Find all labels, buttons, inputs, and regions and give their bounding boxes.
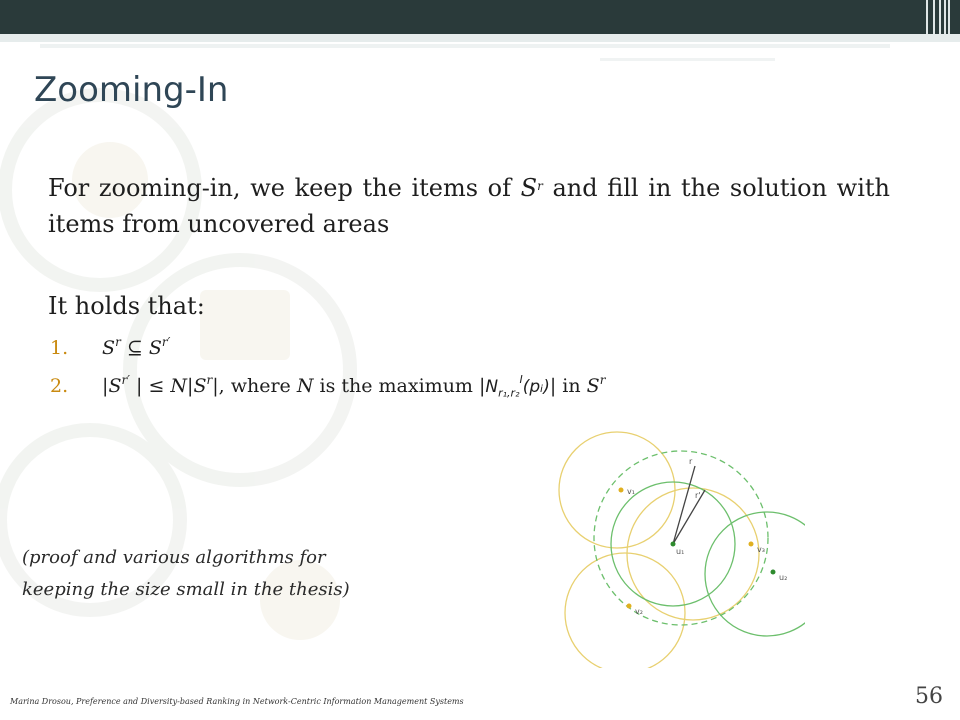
label-v3: v₃ bbox=[757, 545, 765, 554]
point-u2 bbox=[771, 570, 776, 575]
set-s-r: $S^r$ bbox=[520, 174, 543, 202]
radius-r-line bbox=[673, 466, 695, 544]
formula-subset: $S^r$ ⊆ $S^{r'}$ bbox=[102, 335, 171, 359]
list-number-1: 1. bbox=[50, 337, 69, 359]
intro-text: For zooming-in, we keep the items of bbox=[48, 174, 511, 202]
label-v2: v₂ bbox=[635, 607, 643, 616]
label-u1: u₁ bbox=[676, 547, 685, 556]
intro-paragraph bbox=[48, 170, 890, 242]
proof-note-line-1: (proof and various algorithms for bbox=[22, 547, 326, 568]
banner-stripes bbox=[926, 0, 954, 34]
list-item-2 bbox=[50, 375, 605, 399]
holds-heading: It holds that: bbox=[48, 292, 205, 320]
banner-accent-short bbox=[600, 58, 775, 61]
point-u1 bbox=[671, 542, 676, 547]
page-number: 56 bbox=[915, 684, 943, 709]
slide-title: Zooming-In bbox=[34, 70, 229, 110]
yellow-circle-v2 bbox=[565, 553, 685, 668]
label-v1: v₁ bbox=[627, 487, 635, 496]
point-v3 bbox=[749, 542, 754, 547]
list-number-2: 2. bbox=[50, 375, 69, 397]
proof-note-line-2: keeping the size small in the thesis) bbox=[22, 579, 350, 600]
label-r-prime: r' bbox=[695, 491, 701, 500]
proof-note bbox=[22, 542, 350, 606]
formula-size-bound: $|S^{r'}$ | ≤ $N|S^r|$, where N is the maximum $|N_{r_1,r_2}^I(pᵢ)|$ in $S^r$ bbox=[102, 373, 606, 400]
top-banner bbox=[0, 0, 960, 34]
point-v1 bbox=[619, 488, 624, 493]
point-v2 bbox=[627, 604, 632, 609]
list-item-1 bbox=[50, 337, 170, 359]
zoom-diagram bbox=[555, 428, 805, 668]
footer-citation: Marina Drosou, Preference and Diversity-based Ranking in Network-Centric Information Management Systems bbox=[10, 697, 464, 706]
label-u2: u₂ bbox=[779, 573, 788, 582]
yellow-circle-v1 bbox=[559, 432, 675, 548]
label-r: r bbox=[689, 457, 693, 466]
intro-text-rest: and fill in the solution with items from uncovered areas bbox=[48, 174, 890, 238]
